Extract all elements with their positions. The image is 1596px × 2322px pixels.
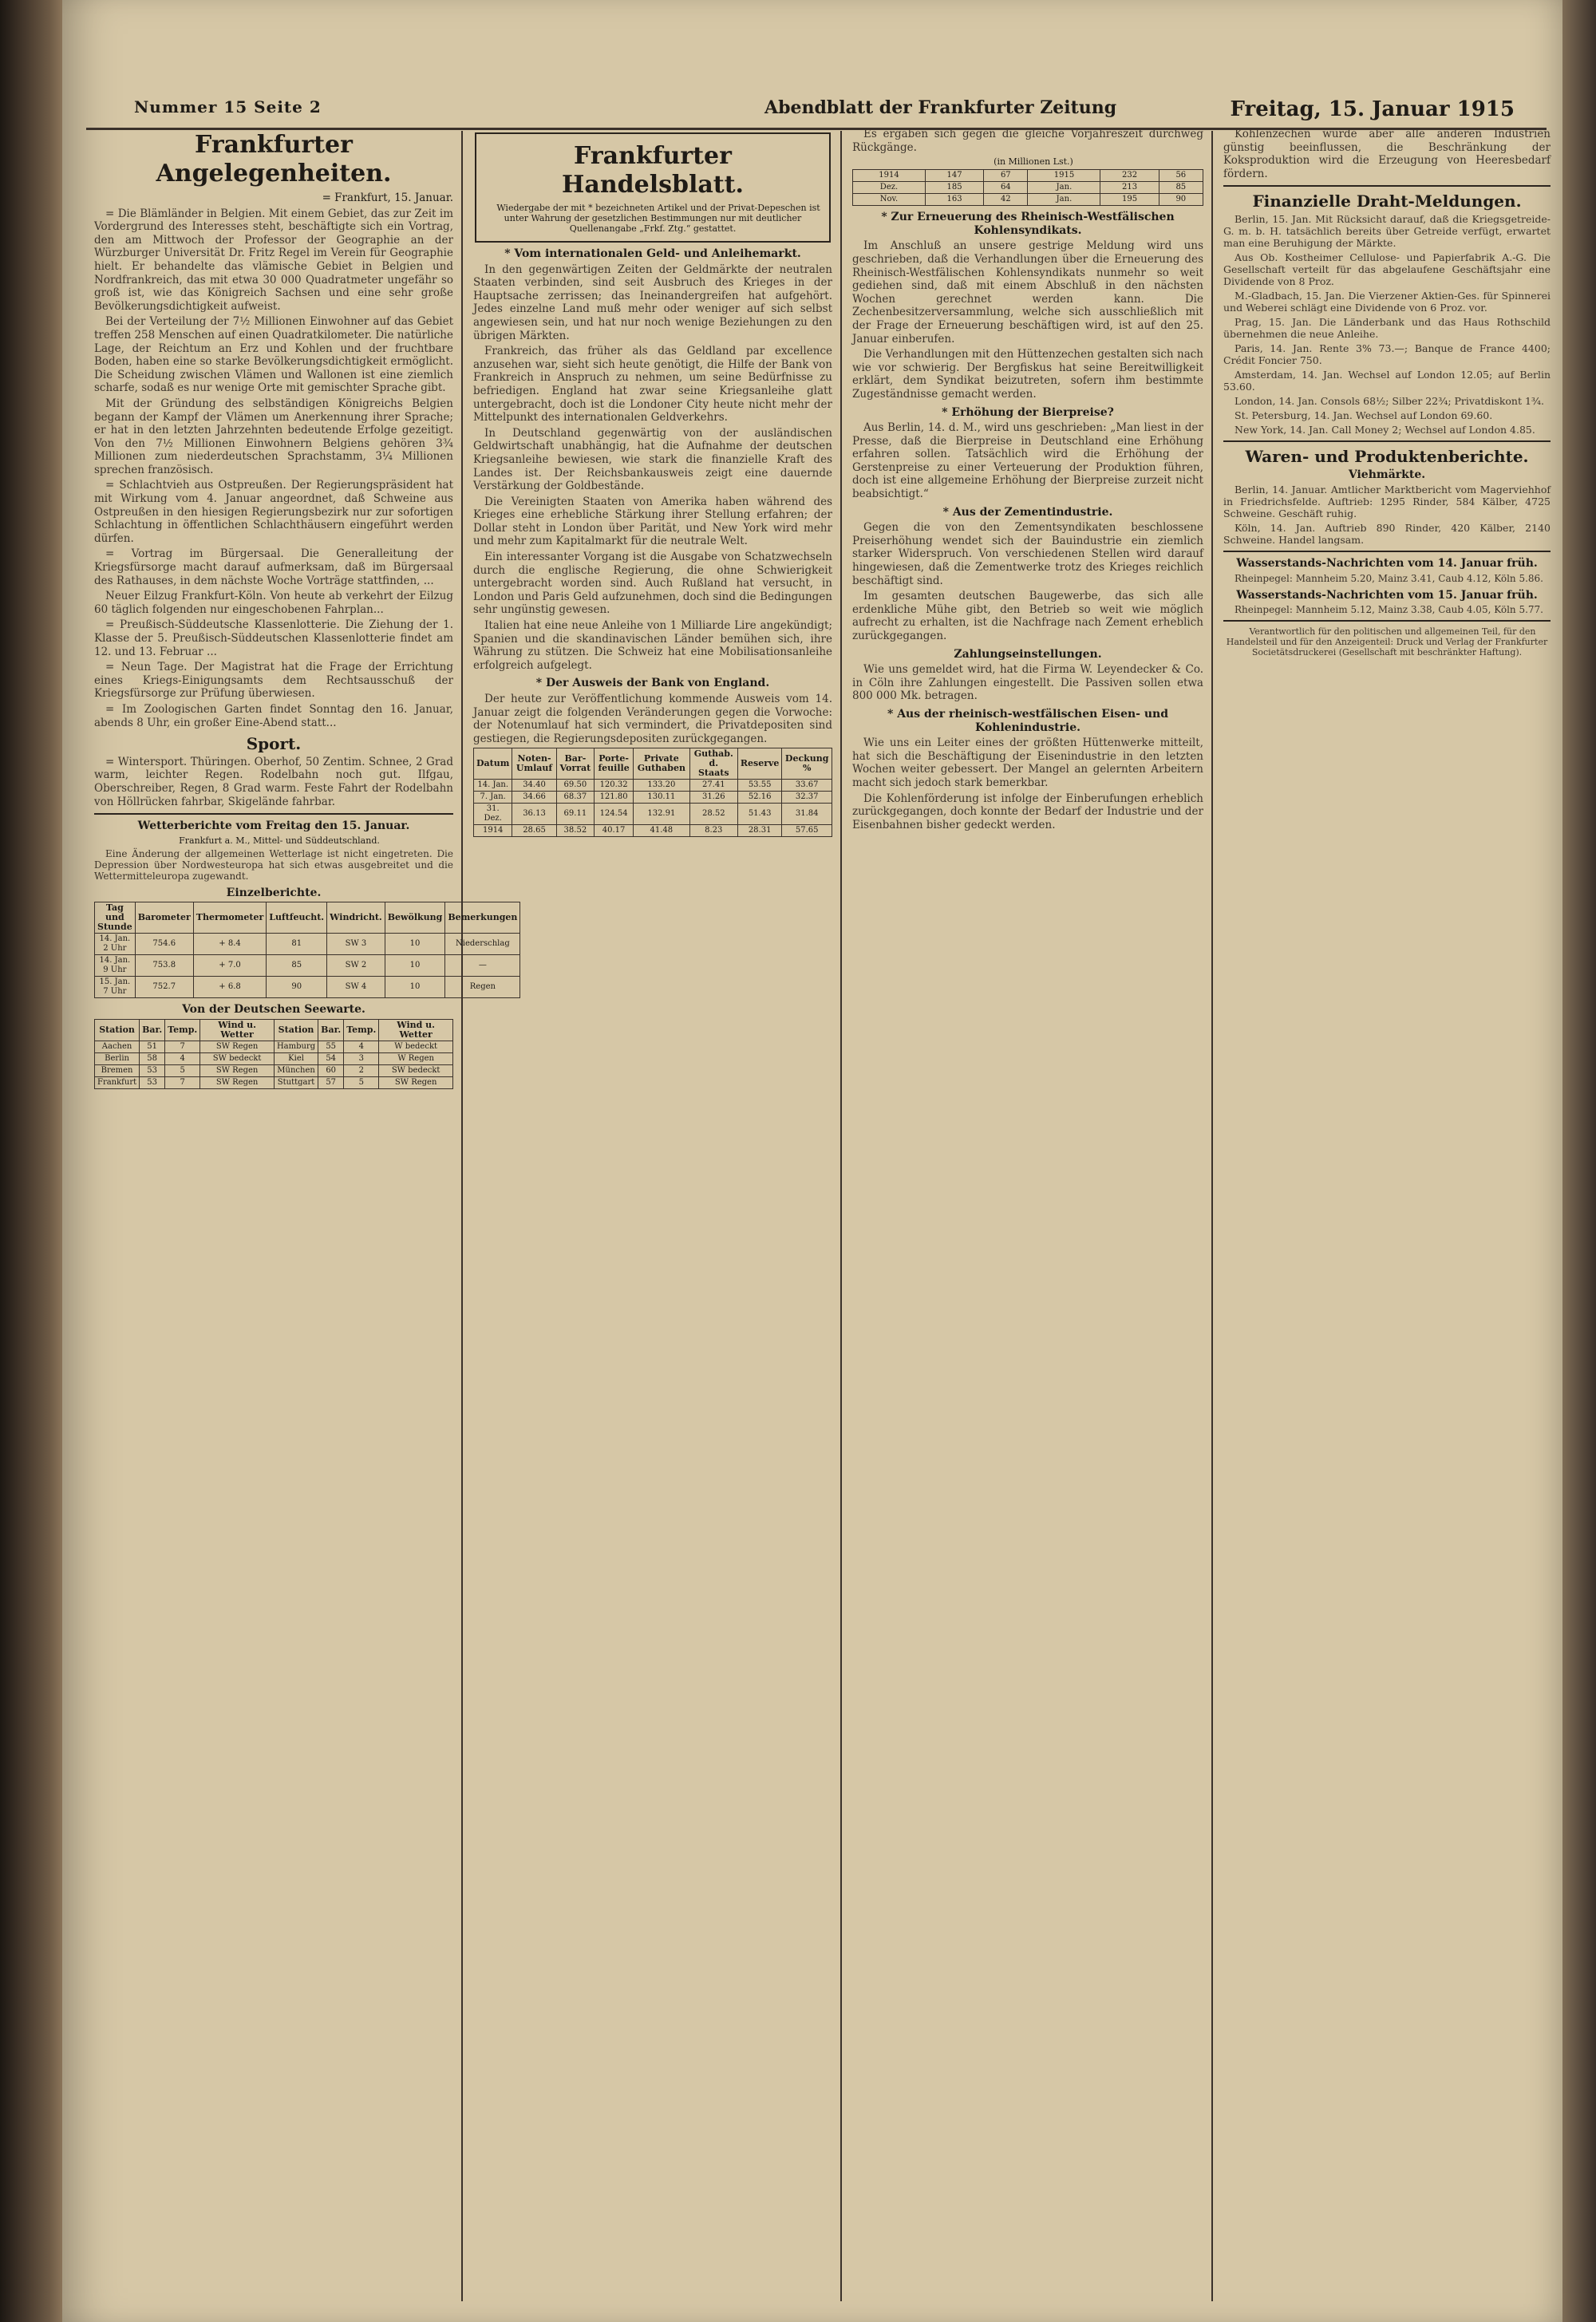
- subsection-cattle: Viehmärkte.: [1348, 468, 1426, 481]
- imprint: Verantwortlich für den politischen und allgemeinen Teil, für den Handelsteil und für den Anzeigenteil: Druck und Verlag der Frankfurter Societätsdruckerei (Gesellschaft mit beschränkter Haftung).: [1226, 626, 1548, 658]
- section-title-local: Frankfurter Angelegenheiten.: [156, 131, 392, 188]
- reprint-notice: Wiedergabe der mit * bezeichneten Artikel und der Privat-Depeschen ist unter Wahrung der gesetzlichen Bestimmungen nur mit deutlicher Quellenangabe „Frkf. Ztg.“ gestattet.: [496, 203, 820, 234]
- article-body: Wie uns ein Leiter eines der größten Hüttenwerke mitteilt, hat sich die Beschäftigung der Eisenindustrie in den letzten Wochen weiter gebessert. Der Mangel an gelernten Arbeitern macht sich jedoch stark bemerkbar. Die Kohlenförderung ist infolge der Einberufungen erheblich zurückgegangen, doch konnte der Bedarf der Industrie und der Eisenbahnen bisher gedeckt werden.: [852, 736, 1203, 831]
- cattle-body: Berlin, 14. Januar. Amtlicher Marktbericht vom Magerviehhof in Friedrichsfelde. Auftrieb: 1295 Rinder, 584 Kälber, 4725 Schweine. Geschäft ruhig. Köln, 14. Jan. Auftrieb 890 Rinder, 420 Kälber, 2140 Schweine. Handel langsam.: [1223, 484, 1551, 547]
- article-body: In den gegenwärtigen Zeiten der Geldmärkte der neutralen Staaten verbinden, sind seit Ausbruch des Krieges in der Hauptsache zerrissen; das Ineinandergreifen hat aufgehört. Jedes einzelne Land muß mehr oder weniger auf sich selbst angewiesen sein, und hat nur noch wenige Beziehungen zu den übrigen Märkten. Frankreich, das früher als das Geldland par excellence anzusehen war, sieht sich heute genötigt, die Hilfe der Bank von Frankreich in Anspruch zu nehmen, um seine Bedürfnisse zu befriedigen. England hat zwar seine Kriegsanleihe glatt untergebracht, doch ist die Londoner City heute nicht mehr der Mittelpunkt des internationalen Geldverkehrs. In Deutschland gegenwärtig von der ausländischen Geldwirtschaft unabhängig, hat die Aufnahme der deutschen Kriegsanleihe bewiesen, wie stark die finanzielle Kraft des Landes ist. Der Reichsbankausweis zeigt eine dauernde Verstärkung der Goldbestände. Die Vereinigten Staaten von Amerika haben während des Krieges eine erhebliche Stärkung ihrer Stellung erfahren; der Dollar steht in London über Parität, und New York wird mehr und mehr zum Kapitalmarkt für die neutrale Welt. Ein interessanter Vorgang ist die Ausgabe von Schatzwechseln durch die englische Regierung, die ohne Schwierigkeit untergebracht worden sind. Auch Rußland hat versucht, in London und Paris Geld aufzunehmen, doch sind die Bedingungen sehr ungünstig gewesen. Italien hat eine neue Anleihe von 1 Milliarde Lire angekündigt; Spanien und die skandinavischen Länder bemühen sich, ihre Währung zu stützen. Die Schweiz hat eine Mobilisationsanleihe erfolgreich aufgelegt.: [473, 263, 832, 672]
- column-commerce: [473, 128, 832, 2298]
- bank-england-table: Datum Noten-Umlauf Bar-Vorrat Porte-feuille Private Guthaben Guthab. d. Staats Reserve Deckung % 14. Jan. 34.40 69.50 120.32 133.20 27.41 53.55 33.67 7. Jan. 34.66 68.37 121.80 130.11 31.26 52.16 32.37 31. Dez. 36.13 69.11 124.54 132.91 28.52 51.43 31.84 1914 28.65 38.52 40.17 41.48 8.23 28.31 57.65: [473, 748, 832, 837]
- section-title-sport: Sport.: [246, 734, 302, 754]
- water-body: Rheinpegel: Mannheim 5.12, Mainz 3.38, Caub 4.05, Köln 5.77.: [1235, 604, 1543, 616]
- commerce-header-box: [475, 132, 831, 243]
- column-divider: [840, 131, 842, 2301]
- article-body: Der heute zur Veröffentlichung kommende Ausweis vom 14. Januar zeigt die folgenden Veränderungen gegen die Vorwoche: der Notenumlauf hat sich vermindert, die Privatdepositen sind gestiegen, die Regierungsdepositen zurückgegangen.: [473, 693, 832, 745]
- article-title-bank-england: * Der Ausweis der Bank von England.: [535, 677, 770, 690]
- article-body: = Die Blämländer in Belgien. Mit einem Gebiet, das zur Zeit im Vordergrund des Interesses steht, beschäftigte sich ein Vortrag, den am Mittwoch der Professor der Geographie an der Würzburger Universität Dr. Fritz Regel im Verein für Geographie hielt. Er behandelte das vlämische Gebiet in Belgien und Nordfrankreich, das mit etwa 30 000 Quadratmeter ungefähr so groß ist, wie das Königreich Sachsen und eine sehr große Bevölkerungsdichtigkeit aufweist. Bei der Verteilung der 7½ Millionen Einwohner auf das Gebiet treffen 258 Menschen auf einen Quadratkilometer. Die natürliche Lage, der Reichtum an Erz und Kohlen und der fruchtbare Boden, haben eine so starke Bevölkerungsdichtigkeit ermöglicht. Die Scheidung zwischen Vlämen und Wallonen ist eine ziemlich scharfe, sodaß es nur wenige Orte mit gemischter Sprache gibt. Mit der Gründung des selbständigen Königreichs Belgien begann der Kampf der Vlämen um Anerkennung ihrer Sprache; er hat in den letzten Jahrzehnten bedeutende Erfolge gezeitigt. Von den 7½ Millionen Einwohnern Belgiens gehören 3¾ Millionen zum niederdeutschen Sprachstamm, 3¼ Millionen sprechen französisch. = Schlachtvieh aus Ostpreußen. Der Regierungspräsident hat mit Wirkung vom 4. Januar angeordnet, daß Schweine aus Ostpreußen in den hiesigen Regierungsbezirk nur zur sofortigen Schlachtung in öffentlichen Schlachthäusern eingeführt werden dürfen. = Vortrag im Bürgersaal. Die Generalleitung der Kriegsfürsorge macht darauf aufmerksam, daß im Bürgersaal des Rathauses, in dem nächste Woche Vorträge stattfinden, ... Neuer Eilzug Frankfurt-Köln. Von heute ab verkehrt der Eilzug 60 täglich folgenden nur eingeschobenen Fahrplan... = Preußisch-Süddeutsche Klassenlotterie. Die Ziehung der 1. Klasse der 5. Preußisch-Süddeutschen Klassenlotterie findet am 12. und 13. Februar ... = Neun Tage. Der Magistrat hat die Frage der Errichtung eines Kriegs-Einigungsamts dem Rechtsausschuß der Kriegsfürsorge zur Prüfung überwiesen. = Im Zoologischen Garten findet Sonntag den 16. Januar, abends 8 Uhr, ein großer Eine-Abend statt...: [94, 207, 453, 729]
- column-divider: [1211, 131, 1213, 2301]
- weather-body: Eine Änderung der allgemeinen Wetterlage ist nicht eingetreten. Die Depression über Nordwesteuropa hat sich etwas ausgebreitet und die Wettermitteleuropa zugewandt.: [94, 847, 453, 882]
- article-body: Kohlenzechen würde aber alle anderen Industrien günstig beeinflussen, die Beschränkung der Koksproduktion wird die Erzeugung von Heeresbedarf fördern.: [1223, 128, 1551, 180]
- sport-body: = Wintersport. Thüringen. Oberhof, 50 Zentim. Schnee, 2 Grad warm, leichter Regen. Rodelbahn noch gut. Ilfgau, Oberschreiber, Regen, 8 Grad warm. Feste Fahrt der Rodelbahn von Höllrücken fahrbar, Skigelände fahrbar.: [94, 755, 453, 808]
- column-local-news: [94, 128, 518, 2298]
- article-body: Im Anschluß an unsere gestrige Meldung wird uns geschrieben, daß die Verhandlungen über die Erneuerung des Rheinisch-Westfälischen Kohlensyndikats nunmehr so weit gediehen sind, daß mit einem Abschluß in den nächsten Wochen gerechnet werden kann. Die Zechenbesitzerversammlung, welche sich ausschließlich mit der Frage der Erneuerung beschäftigen wird, ist auf den 25. Januar einberufen. Die Verhandlungen mit den Hüttenzechen gestalten sich nach wie vor schwierig. Der Bergfiskus hat seine Bereitwilligkeit erklärt, dem Syndikat beizutreten, sofern ihm bestimmte Zugeständnisse gemacht werden.: [852, 239, 1203, 401]
- water-levels-14: Wasserstands-Nachrichten vom 14. Januar früh.: [1236, 557, 1538, 571]
- newspaper-page: [62, 0, 1562, 2322]
- column-industry: [852, 128, 1203, 2298]
- section-title-goods: Waren- und Produktenberichte.: [1245, 446, 1529, 466]
- section-title-commerce: Frankfurter Handelsblatt.: [562, 142, 744, 199]
- seewarte-title: Von der Deutschen Seewarte.: [182, 1003, 365, 1017]
- article-body: Wie uns gemeldet wird, hat die Firma W. Leyendecker & Co. in Cöln ihre Zahlungen eingestellt. Die Passiven sollen etwa 800 000 Mk. betragen.: [852, 663, 1203, 703]
- next-page-edge: [1562, 0, 1596, 2322]
- article-title-insolvencies: Zahlungseinstellungen.: [954, 647, 1102, 661]
- page-number: Nummer 15 Seite 2: [134, 97, 322, 116]
- column-divider: [461, 131, 463, 2301]
- article-body: Gegen die von den Zementsyndikaten beschlossene Preiserhöhung wendet sich der Bauindustrie ein ziemlich starker Widerspruch. Von verschiedenen Stellen wird darauf hingewiesen, daß die Zementwerke trotz des Krieges reichlich beschäftigt sind. Im gesamten deutschen Baugewerbe, das sich alle erdenkliche Mühe gibt, den Betrieb so weit wie möglich aufrecht zu erhalten, ist die Nachfrage nach Zement erheblich zurückgegangen.: [852, 521, 1203, 642]
- article-title-cement: * Aus der Zementindustrie.: [942, 505, 1113, 519]
- water-body: Rheinpegel: Mannheim 5.20, Mainz 3.41, Caub 4.12, Köln 5.86.: [1235, 572, 1543, 584]
- masthead: Abendblatt der Frankfurter Zeitung: [764, 97, 1117, 118]
- section-title-wires: Finanzielle Draht-Meldungen.: [1252, 192, 1522, 211]
- seewarte-table: Station Bar. Temp. Wind u. Wetter Station Bar. Temp. Wind u. Wetter Aachen 51 7 SW Regen Hamburg 55 4 W bedeckt Berlin 58 4 SW bedeckt Kiel 54 3 W Regen Bremen 53 5 SW Regen München 60 2 SW bedeckt Frankfurt 53 7 SW Regen Stuttgart 57 5 SW Regen: [94, 1019, 453, 1089]
- dateline: = Frankfurt, 15. Januar.: [322, 192, 453, 204]
- weather-table-title: Einzelberichte.: [226, 886, 322, 899]
- article-title-iron-coal: * Aus der rheinisch-westfälischen Eisen- und Kohlenindustrie.: [887, 707, 1168, 734]
- table-unit: (in Millionen Lst.): [994, 156, 1073, 168]
- wires-body: Berlin, 15. Jan. Mit Rücksicht darauf, daß die Kriegsgetreide-G. m. b. H. tatsächlich bereits über Getreide verfügt, erwartet man eine Beruhigung der Märkte. Aus Ob. Kostheimer Cellulose- und Papierfabrik A.-G. Die Gesellschaft verteilt für das abgelaufene Geschäftsjahr eine Dividende von 8 Proz. M.-Gladbach, 15. Jan. Die Vierzener Aktien-Ges. für Spinnerei und Weberei schlägt eine Dividende von 6 Proz. vor. Prag, 15. Jan. Die Länderbank und das Haus Rothschild übernehmen die neue Anleihe. Paris, 14. Jan. Rente 3% 73.—; Banque de France 4400; Crédit Foncier 750. Amsterdam, 14. Jan. Wechsel auf London 12.05; auf Berlin 53.60. London, 14. Jan. Consols 68½; Silber 22¾; Privatdiskont 1¾. St. Petersburg, 14. Jan. Wechsel auf London 69.60. New York, 14. Jan. Call Money 2; Wechsel auf London 4.85.: [1223, 212, 1551, 436]
- article-body: Aus Berlin, 14. d. M., wird uns geschrieben: „Man liest in der Presse, daß die Bierpreise in Deutschland eine Erhöhung erfahren sollen. Tatsächlich wird die Erhöhung der Gerstenpreise zu einer Verteuerung der Produktion führen, doch ist eine allgemeine Erhöhung der Bierpreise zurzeit nicht beabsichtigt.“: [852, 421, 1203, 501]
- book-spine: [0, 0, 62, 2322]
- weather-table: Tag und Stunde Barometer Thermometer Luftfeucht. Windricht. Bewölkung Bemerkungen 14. Jan. 2 Uhr 754.6 + 8.4 81 SW 3 10 Niederschlag 14. Jan. 9 Uhr 753.8 + 7.0 85 SW 2 10 — 15. Jan. 7 Uhr 752.7 + 6.8 90 SW 4 10 Regen: [94, 902, 520, 998]
- article-title-coal-syndicate: * Zur Erneuerung des Rheinisch-Westfälischen Kohlensyndikats.: [881, 211, 1175, 237]
- issue-date: Freitag, 15. Januar 1915: [1230, 97, 1515, 121]
- weather-subtitle: Frankfurt a. M., Mittel- und Süddeutschland.: [179, 835, 380, 846]
- article-body: Es ergaben sich gegen die gleiche Vorjahreszeit durchweg Rückgänge.: [852, 128, 1203, 154]
- column-wires: [1223, 128, 1551, 2298]
- article-title-money-market: * Vom internationalen Geld- und Anleihemarkt.: [504, 247, 801, 260]
- millions-table: 1914 147 67 1915 232 56 Dez. 185 64 Jan. 213 85 Nov. 163 42 Jan. 195 90: [852, 169, 1203, 206]
- running-header: [86, 97, 1547, 128]
- weather-title: Wetterberichte vom Freitag den 15. Januar.: [137, 819, 410, 833]
- article-title-beer-prices: * Erhöhung der Bierpreise?: [942, 405, 1114, 419]
- water-levels-15: Wasserstands-Nachrichten vom 15. Januar früh.: [1236, 588, 1538, 602]
